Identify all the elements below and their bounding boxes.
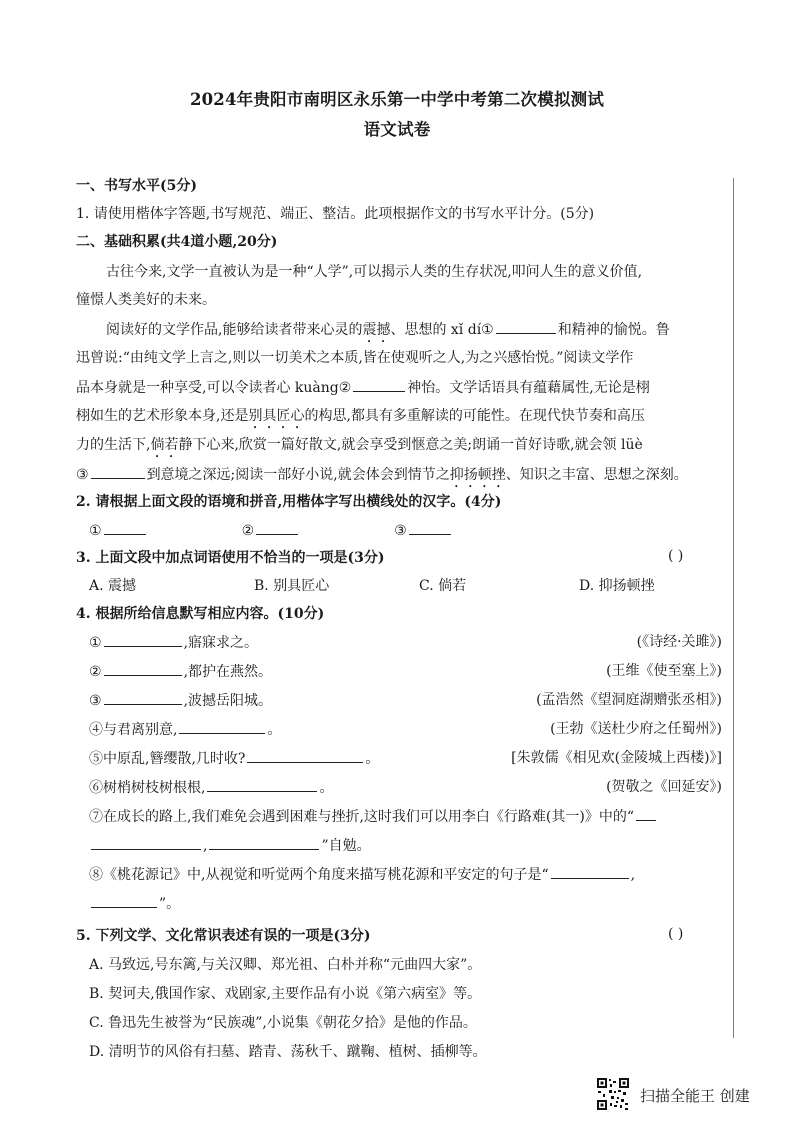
recite-item	[89, 661, 272, 682]
watermark-text: 扫描全能王 创建	[640, 1087, 750, 1105]
answer-blanks	[89, 520, 453, 541]
recite-blank[interactable]	[104, 661, 182, 676]
option-b[interactable]: B. 别具匠心	[254, 578, 330, 594]
question-5: 5. 下列文学、文化常识表述有误的一项是(3分)	[76, 928, 371, 944]
answer-blank-3[interactable]	[409, 520, 451, 535]
item-text: ⑦在成长的路上,我们难免会遇到困难与挫折,这时我们可以用李白《行路难(其一)》中的“	[89, 809, 634, 825]
passage-line	[76, 435, 643, 461]
passage-text: 力的生活下,	[76, 437, 151, 453]
recite-blank[interactable]	[91, 835, 201, 850]
passage-text: 到意境之深远;阅读一部好小说,就会体会到情节之	[146, 467, 450, 483]
passage-text: 、思想的 xǐ dí①	[390, 322, 494, 338]
recite-item	[89, 632, 258, 653]
option-b[interactable]: B. 契诃夫,俄国作家、戏剧家,主要作品有小说《第六病室》等。	[89, 986, 482, 1002]
question-3: 3. 上面文段中加点词语使用不恰当的一项是(3分)	[76, 550, 385, 566]
item-number: ①	[89, 635, 102, 651]
passage-line	[76, 406, 645, 432]
dotted-word: 别具匠心	[248, 408, 305, 424]
blank-label: ①	[89, 523, 102, 539]
option-d[interactable]: D. 抑扬顿挫	[579, 578, 655, 594]
option-a[interactable]: A. 马致远,号东篱,与关汉卿、郑光祖、白朴并称“元曲四大家”。	[89, 957, 482, 973]
recite-item-7	[89, 806, 658, 827]
passage-line	[76, 377, 650, 398]
item-number: ②	[89, 664, 102, 680]
item-number: ③	[89, 693, 102, 709]
passage-line	[76, 464, 688, 491]
dotted-word: 抑扬顿挫	[449, 467, 506, 483]
question-2: 2. 请根据上面文段的语境和拼音,用楷体字写出横线处的汉字。(4分)	[76, 494, 502, 510]
item-text: ,波撼岳阳城。	[183, 693, 273, 709]
option-d[interactable]: D. 清明节的风俗有扫墓、踏青、荡秋千、蹴鞠、植树、插柳等。	[89, 1044, 487, 1060]
source-citation: (王维《使至塞上》)	[606, 663, 722, 679]
recite-item-8-cont	[89, 893, 180, 914]
exam-title: 2024年贵阳市南明区永乐第一中学中考第二次模拟测试	[189, 90, 605, 109]
section1-heading: 一、书写水平(5分)	[76, 178, 197, 194]
recite-item	[89, 748, 379, 769]
item-text: 。	[365, 751, 380, 767]
item-text: ”自勉。	[321, 838, 371, 854]
recite-blank[interactable]	[209, 835, 319, 850]
passage-text: 神怡。文学话语具有蕴藉属性,无论是栩	[407, 380, 650, 396]
item-text: 。	[319, 780, 334, 796]
item-text: ,寤寐求之。	[183, 635, 259, 651]
qr-code-icon	[596, 1077, 630, 1111]
recite-blank[interactable]	[91, 893, 157, 908]
answer-paren[interactable]: ( )	[668, 926, 684, 942]
item-text: ”。	[159, 896, 181, 912]
recite-blank[interactable]	[636, 806, 656, 821]
blank-label: ②	[241, 523, 255, 539]
passage-text: 的构思,都具有多重解读的可能性。在现代快节奏和高压	[304, 408, 645, 424]
passage-line: 古往今来,文学一直被认为是一种“人学”,可以揭示人类的生存状况,叩问人生的意义价值,	[106, 264, 643, 280]
recite-blank[interactable]	[247, 748, 363, 763]
source-citation: (王勃《送杜少府之任蜀州》)	[550, 721, 722, 737]
passage-text: 阅读好的文学作品,能够给读者带来心灵的	[106, 322, 363, 338]
passage-text: 栩如生的艺术形象本身,还是	[76, 408, 249, 424]
item-text: ,都护在燕然。	[183, 664, 273, 680]
option-c[interactable]: C. 倘若	[419, 578, 467, 594]
answer-blank-1[interactable]	[104, 520, 146, 535]
recite-item-8	[89, 864, 635, 885]
passage-text: ③	[76, 467, 89, 483]
item-text: ⑧《桃花源记》中,从视觉和听觉两个角度来描写桃花源和平安定的句子是“	[89, 867, 549, 883]
passage-line: 迅曾说:“由纯文学上言之,则以一切美术之本质,皆在使观听之人,为之兴感怡悦。”阅读文学作	[76, 350, 634, 366]
question-4: 4. 根据所给信息默写相应内容。(10分)	[76, 606, 325, 622]
recite-blank[interactable]	[179, 719, 265, 734]
blank-line	[91, 464, 145, 479]
answer-paren[interactable]: ( )	[668, 548, 684, 564]
source-citation: (贺敬之《回延安》)	[606, 779, 722, 795]
source-citation: (《诗经·关雎》)	[636, 634, 722, 650]
recite-blank[interactable]	[104, 690, 182, 705]
scanner-watermark	[596, 1077, 776, 1111]
recite-item	[89, 719, 281, 740]
passage-text: 、知识之丰富、思想之深刻。	[505, 467, 688, 483]
dotted-word: 震撼	[362, 322, 391, 338]
passage-line	[106, 319, 670, 346]
source-citation: (孟浩然《望洞庭湖赠张丞相》)	[536, 692, 722, 708]
item-text: ⑥树梢树枝树根根,	[89, 780, 206, 796]
recite-item	[89, 690, 272, 711]
question-1: 1. 请使用楷体字答题,书写规范、端正、整洁。此项根据作文的书写水平计分。(5分)	[76, 206, 595, 222]
recite-item	[89, 777, 333, 798]
option-c[interactable]: C. 鲁迅先生被誉为“民族魂”,小说集《朝花夕拾》是他的作品。	[89, 1015, 477, 1031]
section2-heading: 二、基础积累(共4道小题,20分)	[76, 234, 278, 250]
option-a[interactable]: A. 震撼	[89, 578, 137, 594]
recite-blank[interactable]	[104, 632, 182, 647]
item-text: ,	[203, 838, 208, 854]
passage-text: 和精神的愉悦。鲁	[557, 322, 670, 338]
recite-blank[interactable]	[207, 777, 317, 792]
item-text: ④与君离别意,	[89, 722, 178, 738]
passage-text: 静下心来,欣赏一篇好散文,就会享受到惬意之美;朗诵一首好诗歌,就会领 lüè	[178, 437, 643, 453]
answer-blank-2[interactable]	[256, 520, 298, 535]
recite-item-7-cont	[89, 835, 371, 856]
blank-line	[496, 319, 556, 334]
source-citation: [朱敦儒《相见欢(金陵城上西楼)》]	[511, 750, 722, 766]
item-text: 。	[267, 722, 282, 738]
item-text: ⑤中原乱,簪缨散,几时收?	[89, 751, 246, 767]
exam-subtitle: 语文试卷	[363, 120, 431, 139]
blank-line	[353, 377, 405, 392]
blank-label: ③	[394, 523, 407, 539]
item-text: ,	[630, 867, 636, 883]
passage-line: 憧憬人类美好的未来。	[76, 292, 216, 308]
dotted-word: 倘若	[150, 437, 179, 453]
recite-blank[interactable]	[551, 864, 629, 879]
margin-line	[733, 178, 734, 1038]
passage-text: 品本身就是一种享受,可以令读者心 kuàng②	[76, 380, 352, 396]
